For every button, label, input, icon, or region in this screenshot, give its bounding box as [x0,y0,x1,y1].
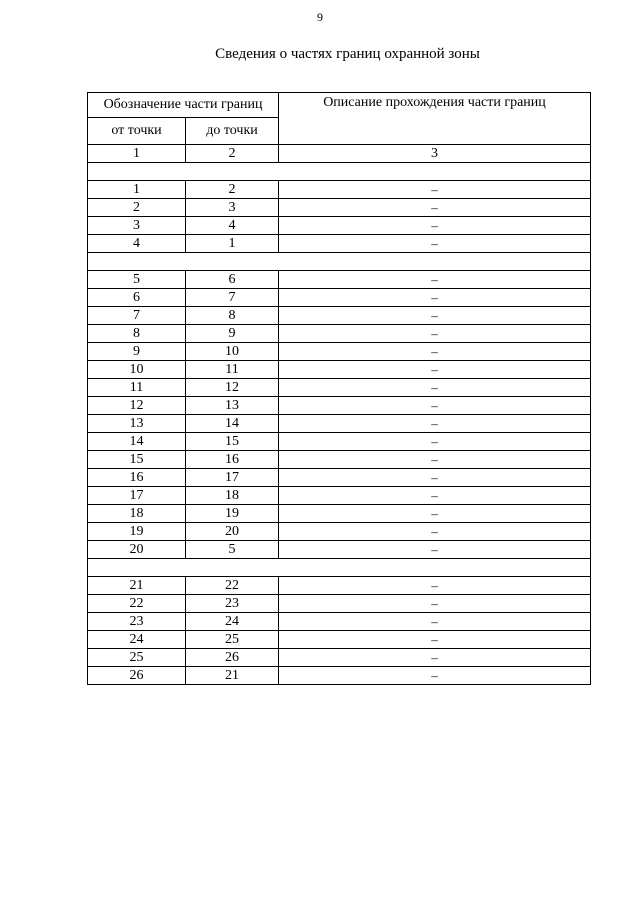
to-point-cell: 5 [186,541,279,559]
from-point-cell: 1 [88,181,186,199]
table-row [88,307,591,325]
description-cell: – [279,289,591,307]
to-point-cell: 17 [186,469,279,487]
to-point-cell: 9 [186,325,279,343]
description-cell: – [279,235,591,253]
from-point-cell: 18 [88,505,186,523]
from-point-cell: 5 [88,271,186,289]
from-point-cell: 24 [88,631,186,649]
to-point-cell: 24 [186,613,279,631]
to-point-cell: 15 [186,433,279,451]
table-row [88,631,591,649]
header-boundary-part-designation: Обозначение части границ [88,93,279,118]
to-point-cell: 20 [186,523,279,541]
description-cell: – [279,361,591,379]
description-cell: – [279,433,591,451]
from-point-cell: 14 [88,433,186,451]
table-row [88,199,591,217]
to-point-cell: 25 [186,631,279,649]
from-point-cell: 21 [88,577,186,595]
from-point-cell: 4 [88,235,186,253]
to-point-cell: 26 [186,649,279,667]
table-row [88,523,591,541]
group-separator-row [88,163,591,181]
to-point-cell: 16 [186,451,279,469]
to-point-cell: 4 [186,217,279,235]
description-cell: – [279,397,591,415]
description-cell: – [279,469,591,487]
from-point-cell: 7 [88,307,186,325]
from-point-cell: 2 [88,199,186,217]
table-row [88,397,591,415]
table-row [88,181,591,199]
from-point-cell: 15 [88,451,186,469]
table-row [88,343,591,361]
description-cell: – [279,343,591,361]
description-cell: – [279,199,591,217]
group-separator-row [88,253,591,271]
table-row [88,433,591,451]
to-point-cell: 13 [186,397,279,415]
to-point-cell: 7 [186,289,279,307]
table-row [88,271,591,289]
table-header-row [88,93,591,118]
to-point-cell: 23 [186,595,279,613]
table-row [88,379,591,397]
from-point-cell: 20 [88,541,186,559]
description-cell: – [279,271,591,289]
description-cell: – [279,523,591,541]
description-cell: – [279,577,591,595]
to-point-cell: 19 [186,505,279,523]
column-number: 2 [186,145,279,163]
description-cell: – [279,595,591,613]
from-point-cell: 25 [88,649,186,667]
from-point-cell: 9 [88,343,186,361]
table-row [88,487,591,505]
header-from-point: от точки [88,118,186,145]
from-point-cell: 8 [88,325,186,343]
to-point-cell: 22 [186,577,279,595]
table-row [88,217,591,235]
column-number: 1 [88,145,186,163]
to-point-cell: 8 [186,307,279,325]
table-row [88,649,591,667]
to-point-cell: 3 [186,199,279,217]
table-row [88,595,591,613]
description-cell: – [279,631,591,649]
table-row [88,361,591,379]
column-number: 3 [279,145,591,163]
to-point-cell: 12 [186,379,279,397]
description-cell: – [279,217,591,235]
from-point-cell: 10 [88,361,186,379]
from-point-cell: 3 [88,217,186,235]
group-separator-row [88,559,591,577]
to-point-cell: 1 [186,235,279,253]
description-cell: – [279,379,591,397]
description-cell: – [279,541,591,559]
table-row [88,541,591,559]
group-separator-cell [88,163,591,181]
description-cell: – [279,487,591,505]
description-cell: – [279,649,591,667]
table-row [88,415,591,433]
to-point-cell: 14 [186,415,279,433]
description-cell: – [279,613,591,631]
from-point-cell: 22 [88,595,186,613]
table-row [88,667,591,685]
from-point-cell: 17 [88,487,186,505]
group-separator-cell [88,253,591,271]
to-point-cell: 2 [186,181,279,199]
table-row [88,469,591,487]
table-body [88,93,591,685]
from-point-cell: 13 [88,415,186,433]
from-point-cell: 19 [88,523,186,541]
table-row [88,325,591,343]
description-cell: – [279,307,591,325]
from-point-cell: 23 [88,613,186,631]
to-point-cell: 10 [186,343,279,361]
boundary-parts-table [87,92,591,685]
table-row [88,613,591,631]
description-cell: – [279,325,591,343]
to-point-cell: 6 [186,271,279,289]
table-row [88,451,591,469]
header-boundary-description: Описание прохождения части границ [279,93,591,145]
page-number: 9 [317,10,323,24]
description-cell: – [279,181,591,199]
from-point-cell: 26 [88,667,186,685]
description-cell: – [279,667,591,685]
from-point-cell: 6 [88,289,186,307]
table-row [88,235,591,253]
from-point-cell: 11 [88,379,186,397]
column-numbers-row [88,145,591,163]
table-row [88,289,591,307]
description-cell: – [279,505,591,523]
group-separator-cell [88,559,591,577]
table-row [88,505,591,523]
to-point-cell: 11 [186,361,279,379]
description-cell: – [279,415,591,433]
to-point-cell: 21 [186,667,279,685]
page-title: Сведения о частях границ охранной зоны [215,46,480,62]
to-point-cell: 18 [186,487,279,505]
table-row [88,577,591,595]
from-point-cell: 12 [88,397,186,415]
header-to-point: до точки [186,118,279,145]
from-point-cell: 16 [88,469,186,487]
description-cell: – [279,451,591,469]
